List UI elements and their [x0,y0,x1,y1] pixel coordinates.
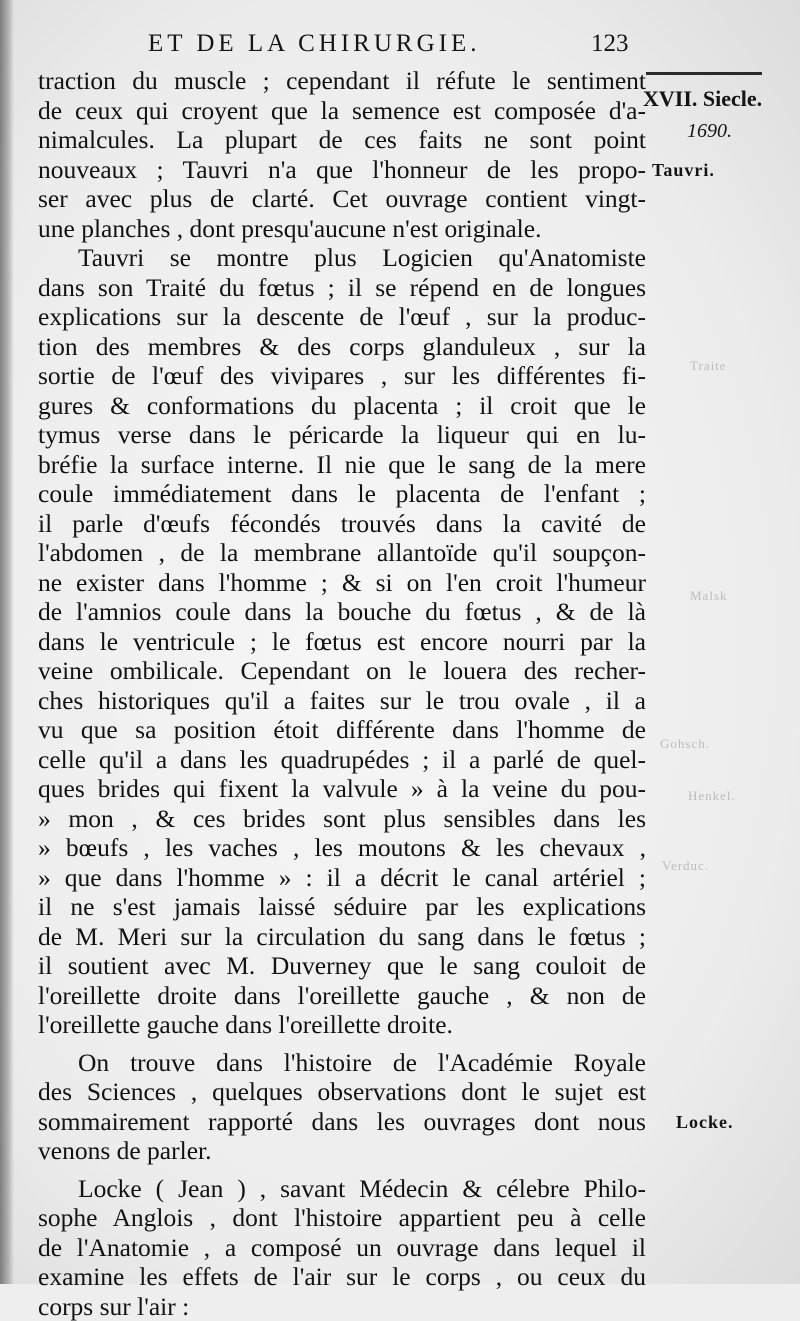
body-text [38,66,646,1321]
text-line: On trouve dans l'histoire de l'Académie Royale [38,1048,646,1078]
text-line: une planches , dont presqu'aucune n'est originale. [38,214,646,244]
text-line: dans le ventricule ; le fœtus est encore nourri par la [38,627,646,657]
text-line: l'abdomen , de la membrane allantoïde qu'il soupçon- [38,538,646,568]
text-line: de l'Anatomie , a composé un ouvrage dans lequel il [38,1233,646,1263]
text-line: il soutient avec M. Duverney que le sang couloit de [38,951,646,981]
text-line: corps sur l'air : [38,1292,646,1321]
margin-rule [646,72,762,75]
text-line: sommairement rapporté dans les ouvrages dont nous [38,1107,646,1137]
text-line: ser avec plus de clarté. Cet ouvrage contient vingt- [38,184,646,214]
text-line: de l'amnios coule dans la bouche du fœtus , & de là [38,597,646,627]
text-line: de M. Meri sur la circulation du sang dans le fœtus ; [38,922,646,952]
text-line: gures & conformations du placenta ; il croit que le [38,391,646,421]
text-line: Tauvri se montre plus Logicien qu'Anatomiste [38,243,646,273]
bleed-through-note: Gohsch. [660,736,710,752]
text-line: nouveaux ; Tauvri n'a que l'honneur de les propo- [38,155,646,185]
margin-note-locke: Locke. [676,1112,734,1133]
text-line: sortie de l'œuf des vivipares , sur les différentes fi- [38,361,646,391]
page-number: 123 [591,30,629,58]
running-head: ET DE LA CHIRURGIE. [148,30,628,70]
text-line: il parle d'œufs fécondés trouvés dans la cavité de [38,509,646,539]
text-line: l'oreillette droite dans l'oreillette gauche , & non de [38,981,646,1011]
margin-note-year: 1690. [687,120,732,143]
text-line: » mon , & ces brides sont plus sensibles dans les [38,804,646,834]
text-line: veine ombilicale. Cependant on le louera des recher- [38,656,646,686]
text-line: traction du muscle ; cependant il réfute le sentiment [38,66,646,96]
text-line: » bœufs , les vaches , les moutons & les chevaux , [38,833,646,863]
text-line: Locke ( Jean ) , savant Médecin & célebre Philo- [38,1174,646,1204]
margin-note-century: XVII. Siecle. [643,86,762,112]
text-line: il ne s'est jamais laissé séduire par les explications [38,892,646,922]
text-line: sophe Anglois , dont l'histoire appartient peu à celle [38,1203,646,1233]
text-line: celle qu'il a dans les quadrupédes ; il a parlé de quel- [38,745,646,775]
text-line: l'oreillette gauche dans l'oreillette droite. [38,1010,646,1040]
paragraph-gap [38,1040,646,1048]
text-line: ne exister dans l'homme ; & si on l'en croit l'humeur [38,568,646,598]
text-line: nimalcules. La plupart de ces faits ne sont point [38,125,646,155]
page-gutter-shadow [0,0,14,1284]
text-line: explications sur la descente de l'œuf , sur la produc- [38,302,646,332]
text-line: tymus verse dans le péricarde la liqueur qui en lu- [38,420,646,450]
text-line: ches historiques qu'il a faites sur le trou ovale , il a [38,686,646,716]
text-line: dans son Traité du fœtus ; il se répend en de longues [38,273,646,303]
text-line: ques brides qui fixent la valvule » à la veine du pou- [38,774,646,804]
bleed-through-note: Verduc. [662,858,709,874]
text-line: de ceux qui croyent que la semence est composée d'a- [38,96,646,126]
text-line: » que dans l'homme » : il a décrit le canal artériel ; [38,863,646,893]
margin-note-tauvri: Tauvri. [652,160,715,181]
bleed-through-note: Malsk [690,588,728,604]
text-line: bréfie la surface interne. Il nie que le sang de la mere [38,450,646,480]
text-line: coule immédiatement dans le placenta de l'enfant ; [38,479,646,509]
paragraph-gap [38,1166,646,1174]
text-line: venons de parler. [38,1136,646,1166]
bleed-through-note: Henkel. [688,788,736,804]
bleed-through-note: Traite [690,358,727,374]
text-line: tion des membres & des corps glanduleux , sur la [38,332,646,362]
text-line: des Sciences , quelques observations dont le sujet est [38,1077,646,1107]
text-line: vu que sa position étoit différente dans l'homme de [38,715,646,745]
text-line: examine les effets de l'air sur le corps , ou ceux du [38,1262,646,1292]
